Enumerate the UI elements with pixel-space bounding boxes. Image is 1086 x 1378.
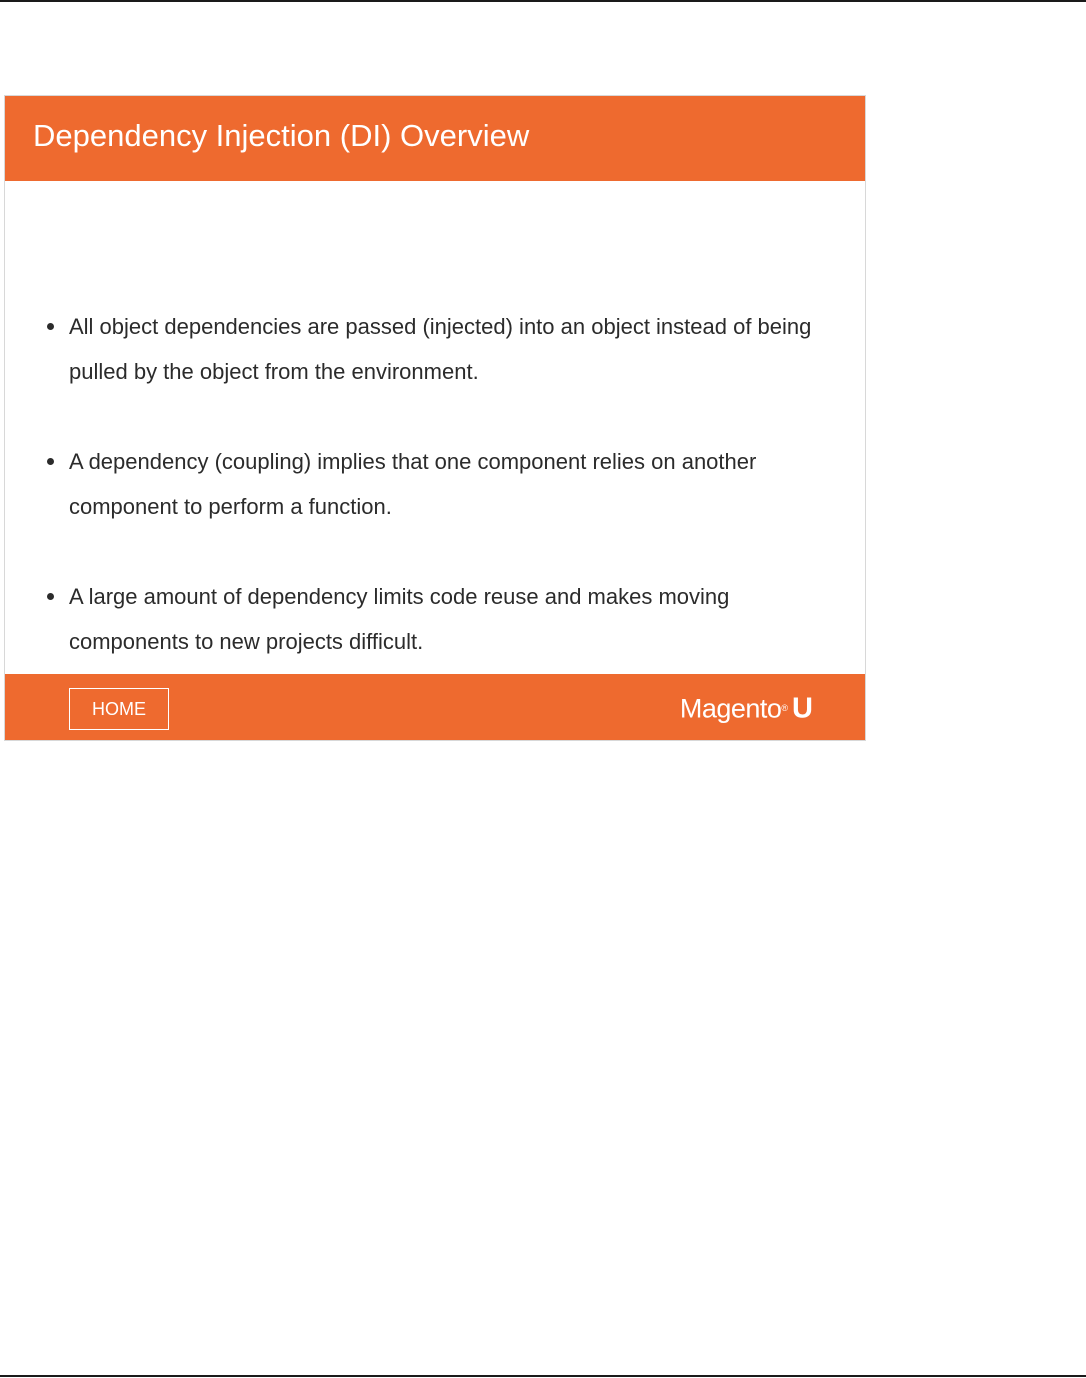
page-top-rule: [0, 0, 1086, 2]
bullet-dot-icon: [47, 593, 54, 600]
slide-title: Dependency Injection (DI) Overview: [33, 118, 530, 153]
bullet-text: A large amount of dependency limits code reuse and makes moving components to new projects difficult.: [69, 584, 730, 654]
brand-u: U: [792, 692, 813, 725]
slide-header: [5, 96, 865, 181]
bullet-dot-icon: [47, 323, 54, 330]
bullet-item: [47, 304, 817, 394]
page-bottom-rule: [0, 1375, 1086, 1377]
bullet-item: [47, 574, 817, 664]
registered-mark: ®: [781, 703, 789, 713]
brand-word: Magento: [679, 693, 782, 724]
bullet-text: A dependency (coupling) implies that one component relies on another component to perform a function.: [69, 449, 757, 519]
bullet-dot-icon: [47, 458, 54, 465]
home-button[interactable]: HOME: [69, 688, 169, 730]
bullet-item: [47, 439, 817, 529]
slide: [4, 95, 866, 741]
slide-footer: [5, 674, 865, 740]
bullet-text: All object dependencies are passed (injected) into an object instead of being pulled by the object from the environment.: [69, 314, 812, 384]
magento-u-logo: [680, 688, 813, 728]
